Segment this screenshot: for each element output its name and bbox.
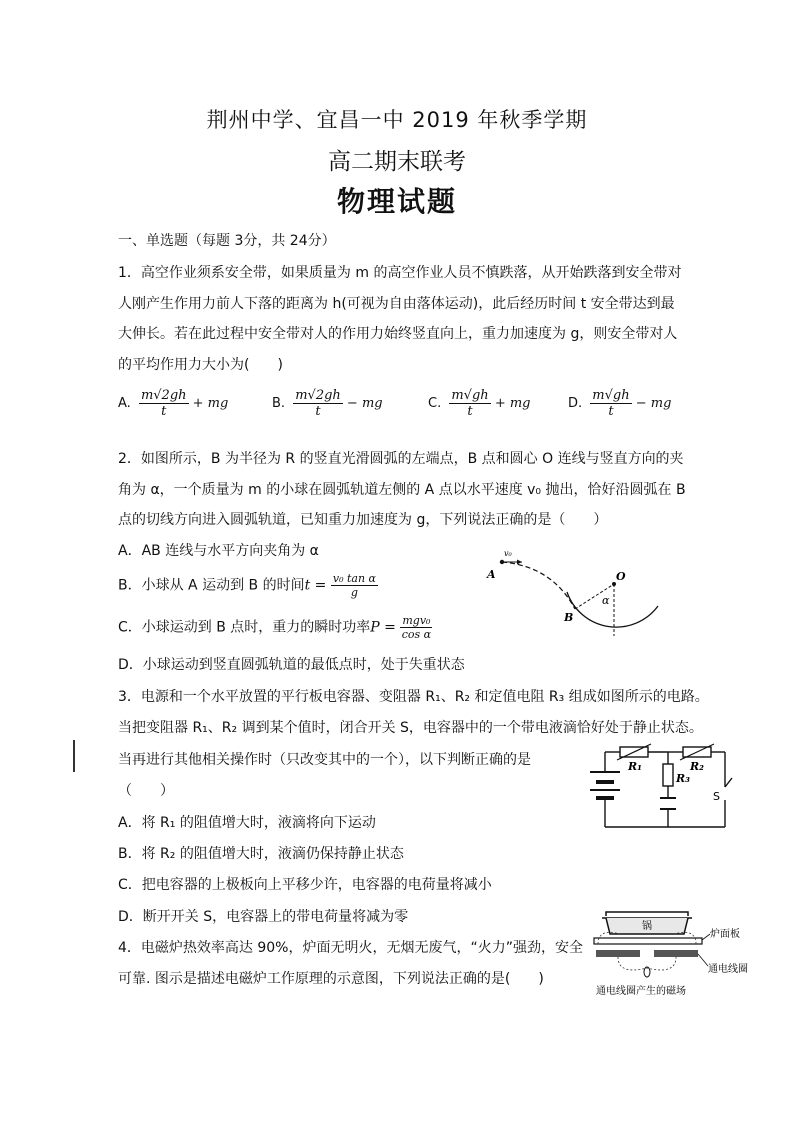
label-s: S bbox=[713, 790, 720, 803]
fraction-denominator: t bbox=[315, 404, 321, 419]
projectile-arc-diagram bbox=[482, 546, 667, 646]
option-text: C．小球运动到 B 点时，重力的瞬时功率 bbox=[118, 619, 371, 636]
q1-option-d bbox=[568, 388, 671, 419]
fraction-denominator: t bbox=[608, 404, 614, 419]
fraction-numerator: m√gh bbox=[451, 388, 489, 403]
fraction-denominator: t bbox=[161, 404, 167, 419]
option-label: A. bbox=[118, 396, 131, 411]
trajectory-path bbox=[502, 562, 575, 609]
coil-right bbox=[654, 950, 698, 957]
q3-line-1: 3．电源和一个水平放置的平行板电容器、变阻器 R₁、R₂ 和定值电阻 R₃ 组成如图所示的电路。 bbox=[118, 689, 709, 705]
label-pot: 锅 bbox=[642, 921, 652, 932]
fraction-denominator: cos α bbox=[401, 628, 432, 641]
q3-option-c: C．把电容器的上极板向上平移少许，电容器的电荷量将减小 bbox=[118, 877, 492, 893]
option-tail: − mg bbox=[346, 396, 383, 411]
label-b: B bbox=[564, 611, 574, 624]
q1-line-4: 的平均作用力大小为( ) bbox=[118, 357, 283, 373]
q1-option-a bbox=[118, 388, 228, 419]
label-o: O bbox=[616, 570, 626, 583]
q4-line-1: 4．电磁炉热效率高达 90%，炉面无明火，无烟无废气，“火力”强劲，安全 bbox=[118, 940, 583, 956]
q2-option-c bbox=[118, 614, 432, 641]
header-exam-line: 高二期末联考 bbox=[328, 149, 466, 175]
option-tail: + mg bbox=[192, 396, 229, 411]
q2-option-d: D．小球运动到竖直圆弧轨道的最低点时，处于失重状态 bbox=[118, 657, 465, 673]
fraction-numerator: v₀ tan α bbox=[332, 572, 376, 585]
label-r1: R₁ bbox=[628, 760, 642, 773]
margin-mark bbox=[73, 740, 75, 772]
q2-line-3: 点的切线方向进入圆弧轨道，已知重力加速度为 g，下列说法正确的是（ ） bbox=[118, 512, 608, 528]
q1-line-2: 人刚产生作用力前人下落的距离为 h(可视为自由落体运动)，此后经历时间 t 安全带达到最 bbox=[118, 296, 675, 312]
option-label: C. bbox=[428, 396, 442, 411]
option-tail: − mg bbox=[635, 396, 672, 411]
q3-line-3: 当再进行其他相关操作时（只改变其中的一个），以下判断正确的是 bbox=[118, 752, 531, 768]
cooktop-plate bbox=[594, 938, 702, 944]
label-a: A bbox=[487, 568, 496, 581]
coil-left bbox=[596, 950, 640, 957]
q1-option-b bbox=[272, 388, 383, 419]
label-r3: R₃ bbox=[676, 772, 690, 785]
q1-option-c bbox=[428, 388, 531, 419]
q3-option-d: D．断开开关 S，电容器上的带电荷量将减为零 bbox=[118, 909, 409, 925]
q2-line-2: 角为 α，一个质量为 m 的小球在圆弧轨道左侧的 A 点以水平速度 v₀ 抛出，恰好沿圆弧在 B bbox=[118, 482, 686, 498]
label-v0: v₀ bbox=[504, 549, 512, 558]
option-tail: + mg bbox=[494, 396, 531, 411]
label-field: 通电线圈产生的磁场 bbox=[596, 986, 686, 997]
induction-cooker-diagram bbox=[588, 900, 763, 1000]
option-label: B. bbox=[272, 396, 286, 411]
q2-option-b bbox=[118, 572, 378, 599]
fraction-denominator: t bbox=[467, 404, 473, 419]
formula-lhs: t = bbox=[304, 577, 327, 594]
label-coil: 通电线圈 bbox=[708, 964, 748, 975]
q1-line-1: 1．高空作业须系安全带，如果质量为 m 的高空作业人员不慎跌落，从开始跌落到安全带对 bbox=[118, 265, 682, 281]
section-title: 一、单选题（每题 3分，共 24分） bbox=[118, 233, 336, 249]
fraction-numerator: mgv₀ bbox=[402, 614, 431, 627]
fraction-numerator: m√gh bbox=[592, 388, 630, 403]
q3-option-a: A．将 R₁ 的阻值增大时，液滴将向下运动 bbox=[118, 815, 376, 831]
q2-option-a: A．AB 连线与水平方向夹角为 α bbox=[118, 543, 319, 559]
q3-line-4: （ ） bbox=[118, 783, 174, 799]
option-label: D. bbox=[568, 396, 583, 411]
q3-line-2: 当把变阻器 R₁、R₂ 调到某个值时，闭合开关 S，电容器中的一个带电液滴恰好处于静止状态。 bbox=[118, 720, 703, 736]
header-school-line: 荆州中学、宜昌一中 2019 年秋季学期 bbox=[206, 108, 588, 132]
q4-line-2: 可靠. 图示是描述电磁炉工作原理的示意图，下列说法正确的是( ) bbox=[118, 971, 544, 987]
label-r2: R₂ bbox=[690, 760, 704, 773]
q3-option-b: B．将 R₂ 的阻值增大时，液滴仍保持静止状态 bbox=[118, 846, 404, 862]
q2-line-1: 2．如图所示，B 为半径为 R 的竖直光滑圆弧的左端点，B 点和圆心 O 连线与竖直方向的夹 bbox=[118, 451, 684, 467]
option-text: B．小球从 A 运动到 B 的时间 bbox=[118, 577, 305, 594]
header-subject-title: 物理试题 bbox=[336, 185, 457, 218]
fraction-numerator: m√2gh bbox=[140, 388, 187, 403]
q1-line-3: 大伸长。若在此过程中安全带对人的作用力始终竖直向上，重力加速度为 g，则安全带对人 bbox=[118, 326, 678, 342]
circular-track bbox=[567, 592, 658, 627]
circuit-diagram bbox=[580, 742, 740, 832]
label-plate: 炉面板 bbox=[710, 929, 740, 940]
fraction-numerator: m√2gh bbox=[295, 388, 341, 403]
formula-lhs: P = bbox=[370, 619, 396, 636]
label-alpha: α bbox=[602, 594, 610, 607]
fraction-denominator: g bbox=[350, 586, 358, 599]
